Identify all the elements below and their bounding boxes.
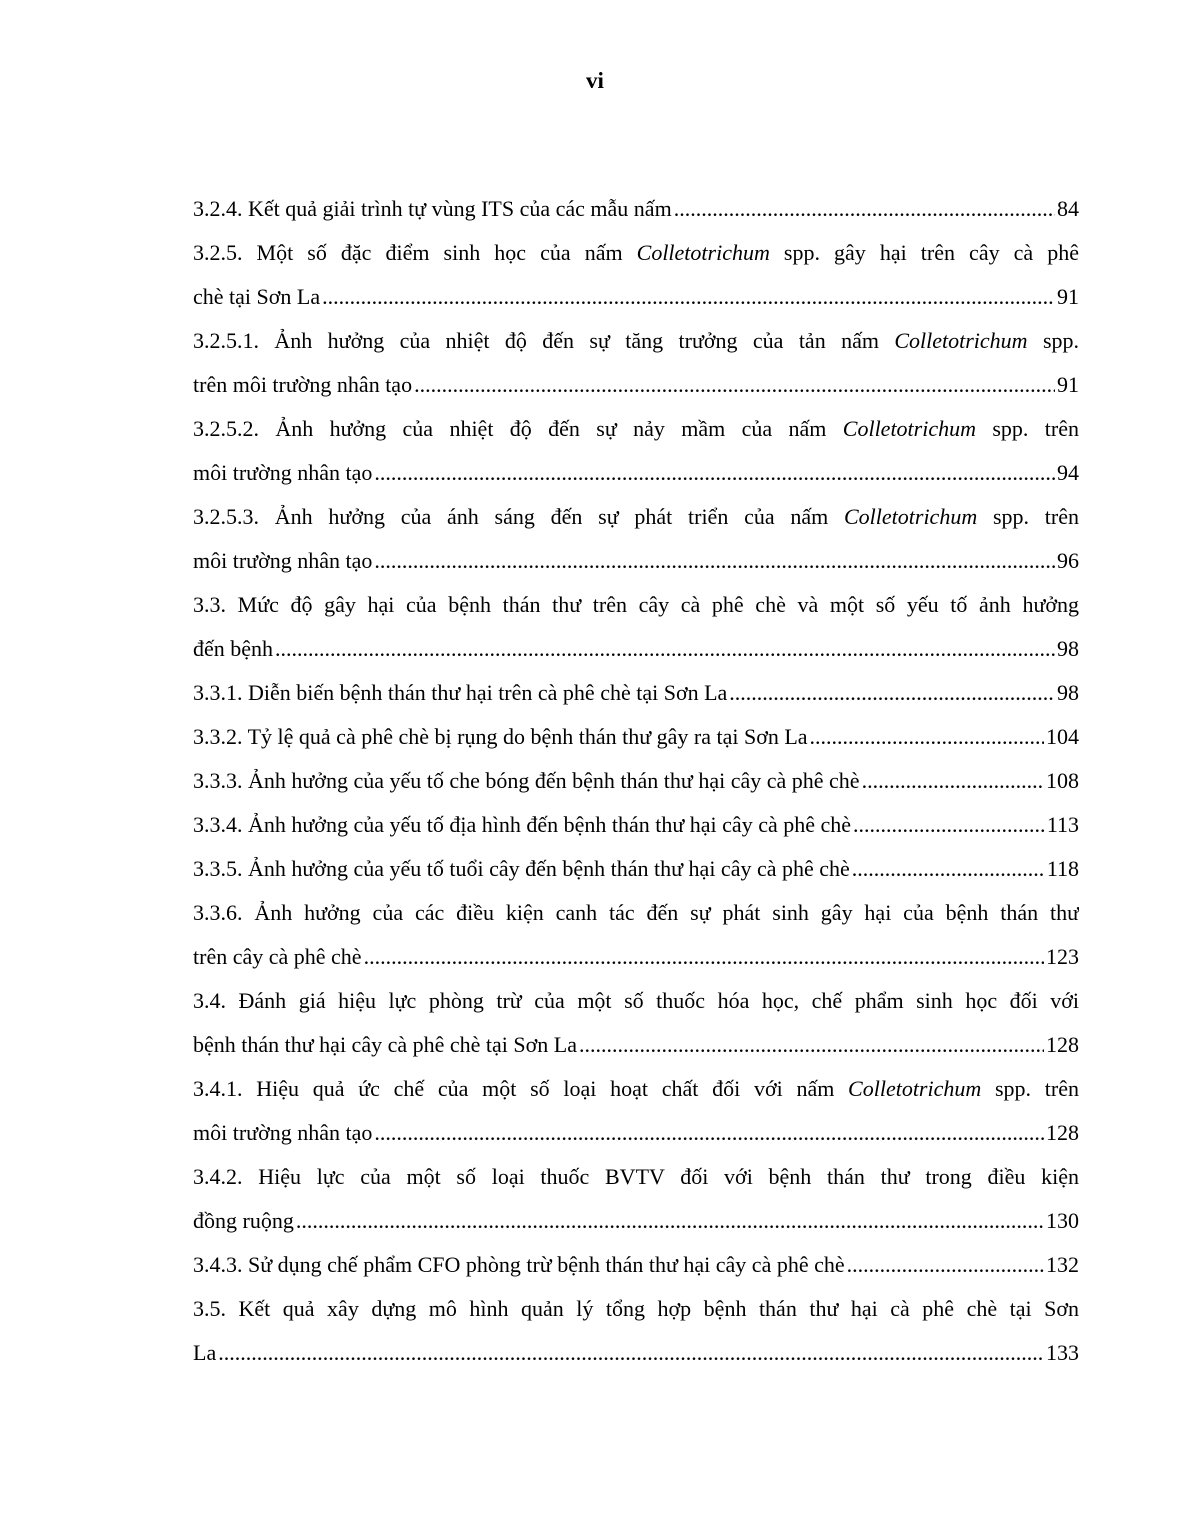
toc-line — [193, 627, 1079, 671]
toc-line — [193, 1199, 1079, 1243]
toc-entry-title: 3.2.5.2. Ảnh hưởng của nhiệt độ đến sự nảy mầm của nấm Colletotrichum spp. trên — [193, 416, 1079, 441]
italic-genus: Colletotrichum — [842, 416, 976, 441]
toc-leader-dots — [674, 187, 1055, 231]
toc-entry-title: 3.3.5. Ảnh hưởng của yếu tố tuổi cây đến bệnh thán thư hại cây cà phê chè — [193, 856, 850, 881]
toc-leader-dots — [579, 1023, 1044, 1067]
toc-entry — [193, 319, 1079, 407]
italic-genus: Colletotrichum — [636, 240, 770, 265]
toc-leader-dots — [374, 539, 1055, 583]
toc-entry — [193, 671, 1079, 715]
toc-entry — [193, 1287, 1079, 1375]
toc-page-number: 130 — [1046, 1208, 1079, 1233]
toc-entry-title: 3.3.3. Ảnh hưởng của yếu tố che bóng đến bệnh thán thư hại cây cà phê chè — [193, 768, 860, 793]
italic-genus: Colletotrichum — [894, 328, 1028, 353]
toc-leader-dots — [275, 627, 1055, 671]
toc-entry — [193, 1155, 1079, 1243]
toc-entry-title: 3.5. Kết quả xây dựng mô hình quản lý tổng hợp bệnh thán thư hại cà phê chè tại Sơn — [193, 1296, 1079, 1321]
toc-page-number: 108 — [1046, 768, 1079, 793]
toc-entry-continuation: môi trường nhân tạo — [193, 548, 373, 573]
toc-page-number: 84 — [1057, 196, 1079, 221]
toc-entry-continuation: đồng ruộng — [193, 1208, 294, 1233]
toc-page-number: 98 — [1057, 680, 1079, 705]
toc-entry-title: 3.3.2. Tỷ lệ quả cà phê chè bị rụng do bệnh thán thư gây ra tại Sơn La — [193, 724, 808, 749]
toc-entry — [193, 979, 1079, 1067]
toc-page-number: 133 — [1046, 1340, 1079, 1365]
page-number: vi — [586, 68, 604, 93]
toc-line — [193, 671, 1079, 715]
toc-page-number: 91 — [1057, 284, 1079, 309]
toc-entry — [193, 495, 1079, 583]
toc-leader-dots — [414, 363, 1055, 407]
toc-entry-title: 3.4.3. Sử dụng chế phẩm CFO phòng trừ bệnh thán thư hại cây cà phê chè — [193, 1252, 845, 1277]
toc-line — [193, 187, 1079, 231]
toc-page-number: 128 — [1046, 1032, 1079, 1057]
toc-entry-title: 3.2.5.1. Ảnh hưởng của nhiệt độ đến sự tăng trưởng của tản nấm Colletotrichum spp. — [193, 328, 1079, 353]
toc-entry — [193, 231, 1079, 319]
toc-entry — [193, 187, 1079, 231]
toc-entry-title: 3.4.2. Hiệu lực của một số loại thuốc BVTV đối với bệnh thán thư trong điều kiện — [193, 1164, 1079, 1189]
table-of-contents — [193, 187, 1079, 1375]
toc-leader-dots — [853, 803, 1045, 847]
toc-page-number: 96 — [1057, 548, 1079, 573]
toc-entry-continuation: đến bệnh — [193, 636, 274, 661]
toc-page-number: 113 — [1046, 812, 1079, 837]
toc-line — [193, 275, 1079, 319]
toc-line — [193, 715, 1079, 759]
toc-entry — [193, 1067, 1079, 1155]
toc-entry-title: 3.2.5. Một số đặc điểm sinh học của nấm Colletotrichum spp. gây hại trên cây cà phê — [193, 240, 1079, 265]
toc-line — [193, 1023, 1079, 1067]
toc-line — [193, 451, 1079, 495]
toc-leader-dots — [862, 759, 1044, 803]
italic-genus: Colletotrichum — [844, 504, 978, 529]
toc-page-number: 123 — [1046, 944, 1079, 969]
toc-page-number: 104 — [1046, 724, 1079, 749]
toc-entry-continuation: chè tại Sơn La — [193, 284, 321, 309]
toc-entry — [193, 583, 1079, 671]
toc-entry-continuation: bệnh thán thư hại cây cà phê chè tại Sơn La — [193, 1032, 577, 1057]
toc-leader-dots — [364, 935, 1044, 979]
toc-page-number: 91 — [1057, 372, 1079, 397]
toc-entry-title: 3.3.1. Diễn biến bệnh thán thư hại trên cà phê chè tại Sơn La — [193, 680, 728, 705]
toc-entry — [193, 715, 1079, 759]
toc-leader-dots — [296, 1199, 1044, 1243]
toc-entry-continuation: môi trường nhân tạo — [193, 460, 373, 485]
toc-leader-dots — [810, 715, 1044, 759]
toc-entry-continuation: La — [193, 1340, 217, 1365]
toc-entry-title: 3.2.5.3. Ảnh hưởng của ánh sáng đến sự phát triển của nấm Colletotrichum spp. trên — [193, 504, 1079, 529]
toc-page-number: 98 — [1057, 636, 1079, 661]
toc-leader-dots — [374, 451, 1055, 495]
toc-line — [193, 803, 1079, 847]
toc-entry-title: 3.2.4. Kết quả giải trình tự vùng ITS của các mẫu nấm — [193, 196, 672, 221]
toc-entry-title: 3.4. Đánh giá hiệu lực phòng trừ của một số thuốc hóa học, chế phẩm sinh học đối với — [193, 988, 1079, 1013]
toc-entry — [193, 803, 1079, 847]
toc-line — [193, 847, 1079, 891]
toc-entry-title: 3.4.1. Hiệu quả ức chế của một số loại hoạt chất đối với nấm Colletotrichum spp. trên — [193, 1076, 1079, 1101]
toc-entry-title: 3.3.4. Ảnh hưởng của yếu tố địa hình đến bệnh thán thư hại cây cà phê chè — [193, 812, 852, 837]
toc-page-number: 118 — [1046, 856, 1079, 881]
toc-entry — [193, 1243, 1079, 1287]
toc-line — [193, 1243, 1079, 1287]
toc-line — [193, 935, 1079, 979]
toc-page-number: 132 — [1046, 1252, 1079, 1277]
toc-entry-continuation: trên cây cà phê chè — [193, 944, 362, 969]
toc-leader-dots — [322, 275, 1055, 319]
toc-page-number: 128 — [1046, 1120, 1079, 1145]
toc-leader-dots — [852, 847, 1045, 891]
toc-leader-dots — [729, 671, 1055, 715]
toc-leader-dots — [374, 1111, 1044, 1155]
toc-line — [193, 759, 1079, 803]
toc-entry-continuation: trên môi trường nhân tạo — [193, 372, 413, 397]
toc-entry — [193, 759, 1079, 803]
italic-genus: Colletotrichum — [848, 1076, 982, 1101]
toc-leader-dots — [847, 1243, 1044, 1287]
toc-entry — [193, 891, 1079, 979]
toc-entry-title: 3.3.6. Ảnh hưởng của các điều kiện canh tác đến sự phát sinh gây hại của bệnh thán thư — [193, 900, 1079, 925]
toc-entry — [193, 847, 1079, 891]
toc-entry — [193, 407, 1079, 495]
toc-entry-continuation: môi trường nhân tạo — [193, 1120, 373, 1145]
toc-page-number: 94 — [1057, 460, 1079, 485]
toc-line — [193, 1331, 1079, 1375]
toc-leader-dots — [218, 1331, 1044, 1375]
toc-line — [193, 539, 1079, 583]
toc-line — [193, 363, 1079, 407]
toc-entry-title: 3.3. Mức độ gây hại của bệnh thán thư trên cây cà phê chè và một số yếu tố ảnh hưởng — [193, 592, 1079, 617]
toc-line — [193, 1111, 1079, 1155]
